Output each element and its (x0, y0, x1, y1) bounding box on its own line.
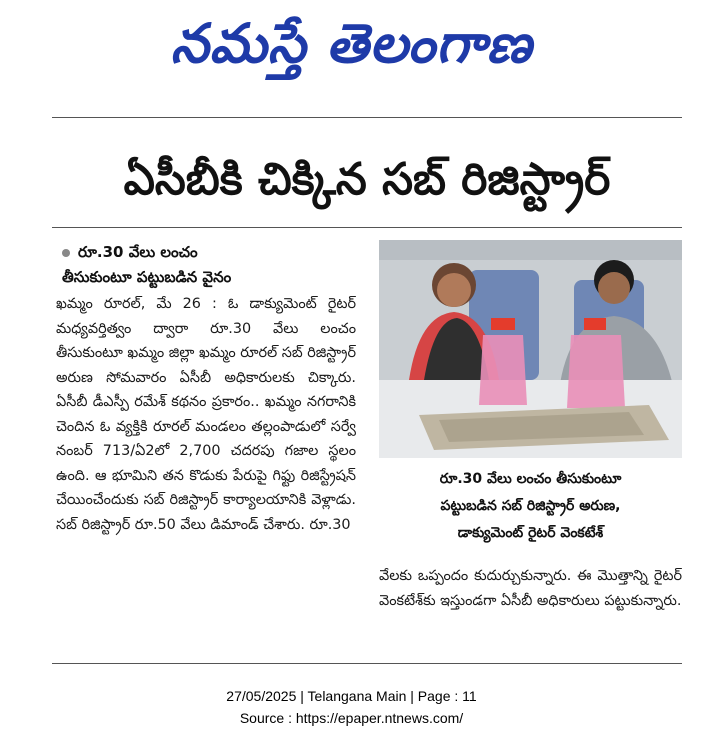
footer-source: Source : https://epaper.ntnews.com/ (239, 710, 464, 726)
photo-caption (379, 466, 682, 547)
bullet-icon (62, 249, 70, 257)
article-body-right: వేలకు ఒప్పందం కుదుర్చుకున్నారు. ఈ మొత్తాన్ని రైటర్ వెంకటేశ్‌కు ఇస్తుండగా ఏసీబీ అధికారులు పట్టుకున్నారు. (379, 568, 682, 609)
caption-line-2: పట్టుబడిన సబ్ రిజిస్ట్రార్ అరుణ, (440, 498, 621, 514)
bottom-divider (52, 663, 682, 664)
article-headline: ఏసీబీకి చిక్కిన సబ్ రిజిస్ట్రార్ (123, 154, 611, 205)
caption-line-1: రూ.30 వేలు లంచం తీసుకుంటూ (439, 471, 622, 487)
footer-dateline: 27/05/2025 | Telangana Main | Page : 11 (226, 688, 477, 704)
article-subheadline (62, 240, 362, 290)
top-divider (52, 117, 682, 118)
headline-divider (52, 227, 682, 228)
subheadline-line-2: తీసుకుంటూ పట్టుబడిన వైనం (62, 268, 232, 286)
caption-line-3: డాక్యుమెంట్ రైటర్ వెంకటేశ్ (457, 525, 604, 541)
article-body-left: ఖమ్మం రూరల్, మే 26 : ఓ డాక్యుమెంట్ రైటర్ మధ్యవర్తిత్వం ద్వారా రూ.30 వేలు లంచం తీసుకుంటూ ఖమ్మం జిల్లా ఖమ్మం రూరల్ సబ్ రిజిస్ట్రార్ అరుణ సోమవారం ఏసీబీ అధికారులకు చిక్కారు. ఏసీబీ డీఎస్పీ రమేశ్ కథనం ప్రకారం.. ఖమ్మం నగరానికి చెందిన ఓ వ్యక్తికి రూరల్ మండలం తల్లంపాడులో సర్వే నంబర్ 713/ఏ2లో 2,700 చదరపు గజాల స్థలం ఉంది. ఆ భూమిని తన కొడుకు పేరుపై గిఫ్టు రిజిస్ట్రేషన్ చేయించేందుకు సబ్ రిజిస్ట్రార్ కార్యాలయానికి వెళ్లాడు. సబ్ రిజిస్ట్రార్ రూ.50 వేలు డిమాండ్ చేశారు. రూ.30 (56, 296, 356, 533)
subheadline-line-1: రూ.30 వేలు లంచం (78, 243, 198, 261)
news-photo-illustration (379, 240, 682, 458)
masthead-logo: నమస్తే తెలంగాణ (170, 12, 533, 75)
news-photo (379, 240, 682, 458)
